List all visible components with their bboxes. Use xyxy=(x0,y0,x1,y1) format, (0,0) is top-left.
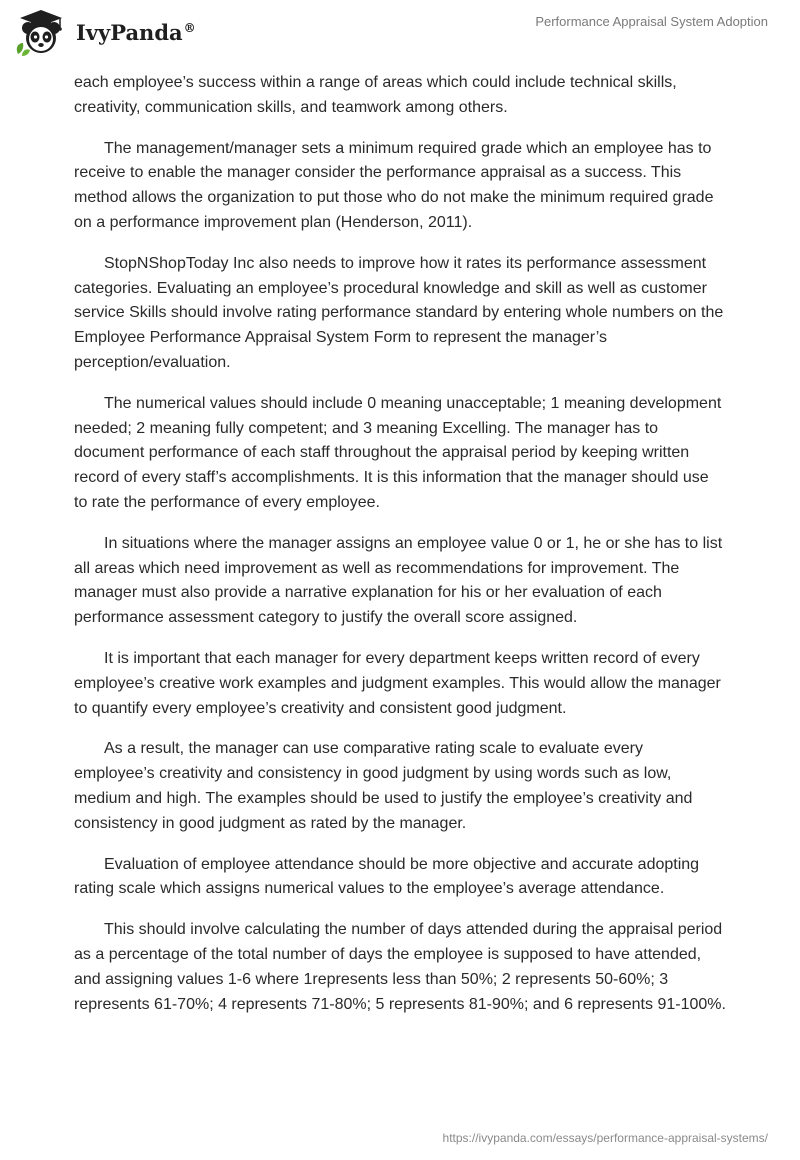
essay-body xyxy=(74,71,726,1033)
page-header xyxy=(0,0,800,70)
paragraph-4: The numerical values should include 0 meaning unacceptable; 1 meaning development needed; 2 meaning fully competent; and 3 meaning Excelling. The manager has to document performance of each staff throughout the appraisal period by keeping written record of every staff’s accomplishments. It is this information that the manager should use to rate the performance of every employee. xyxy=(74,394,722,511)
ivypanda-logo[interactable] xyxy=(14,8,214,58)
document-title: Performance Appraisal System Adoption xyxy=(535,14,768,29)
paragraph-8: Evaluation of employee attendance should be more objective and accurate adopting rating scale which assigns numerical values to the employee’s average attendance. xyxy=(74,855,700,898)
paragraph-7: As a result, the manager can use comparative rating scale to evaluate every employee’s creativity and consistency in good judgment by using words such as low, medium and high. The examples should be used to justify the employee’s creativity and consistency in good judgment as rated by the manager. xyxy=(74,740,693,832)
brand-name xyxy=(76,20,196,45)
source-url[interactable]: https://ivypanda.com/essays/performance-appraisal-systems/ xyxy=(442,1131,768,1145)
panda-logo-icon xyxy=(14,8,68,58)
paragraph-5: In situations where the manager assigns an employee value 0 or 1, he or she has to list all areas which need improvement as well as recommendations for improvement. The manager must also provide a narrative explanation for his or her evaluation of each performance assessment category to justify the overall score assigned. xyxy=(74,534,723,627)
registered-mark: ® xyxy=(183,21,196,35)
paragraph-9: This should involve calculating the number of days attended during the appraisal period as a percentage of the total number of days the employee is supposed to have attended, and assigning values 1-6 where 1represents less than 50%; 2 represents 50-60%; 3 represents 61-70%; 4 represents 71-80%; 5 represents 81-90%; and 6 represents 91-100%. xyxy=(74,921,726,1013)
brand-name-text: IvyPanda xyxy=(76,20,183,45)
paragraph-2: The management/manager sets a minimum required grade which an employee has to receive to enable the manager consider the performance appraisal as a success. This method allows the organization to put those who do not make the minimum required grade on a performance improvement plan (Henderson, 2011). xyxy=(74,139,714,231)
paragraph-6: It is important that each manager for every department keeps written record of every employee’s creative work examples and judgment examples. This would allow the manager to quantify every employee’s creativity and consistent good judgment. xyxy=(74,649,721,717)
paragraph-3: StopNShopToday Inc also needs to improve how it rates its performance assessment categories. Evaluating an employee’s procedural knowledge and skill as well as customer service Skills should involve rating performance standard by entering whole numbers on the Employee Performance Appraisal System Form to represent the manager’s perception/evaluation. xyxy=(74,254,724,371)
paragraph-1: each employee’s success within a range of areas which could include technical skills, creativity, communication skills, and teamwork among others. xyxy=(74,74,677,116)
